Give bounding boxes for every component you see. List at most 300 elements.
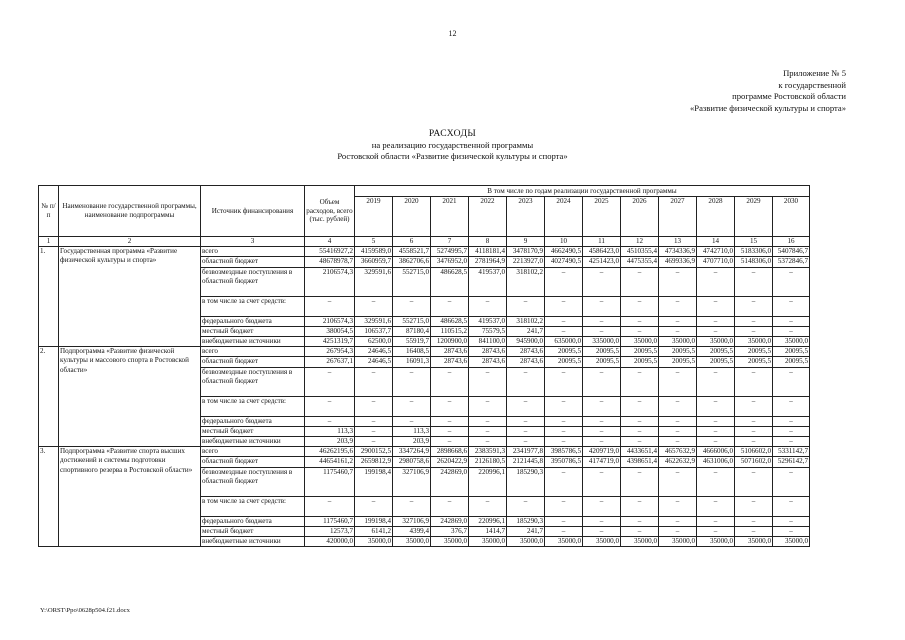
header-year: 2020	[393, 197, 431, 237]
header-year: 2019	[355, 197, 393, 237]
funding-source: безвозмездные поступления в областной бюджет	[201, 267, 305, 296]
year-value: 20095,5	[545, 347, 583, 357]
year-value: –	[469, 437, 507, 447]
year-value: –	[469, 367, 507, 396]
year-value: 2341977,8	[507, 447, 545, 457]
year-value: –	[545, 367, 583, 396]
year-value: 35000,0	[621, 537, 659, 547]
year-value: 376,7	[431, 526, 469, 536]
appendix-line: «Развитие физической культуры и спорта»	[690, 102, 846, 113]
document-subtitle: на реализацию государственной программы	[371, 139, 534, 150]
year-value: –	[355, 367, 393, 396]
year-value: 841100,0	[469, 337, 507, 347]
year-value: –	[469, 496, 507, 516]
header-year: 2030	[773, 197, 810, 237]
expenses-table	[38, 185, 810, 547]
year-value: –	[621, 526, 659, 536]
year-value: –	[697, 467, 735, 496]
year-value: –	[773, 496, 810, 516]
year-value: 2898668,6	[431, 447, 469, 457]
year-value: –	[659, 496, 697, 516]
year-value: –	[545, 416, 583, 426]
year-value: 35000,0	[507, 537, 545, 547]
year-value: 2126180,5	[469, 457, 507, 467]
year-value: 2121445,8	[507, 457, 545, 467]
total-value: 267637,1	[305, 357, 355, 367]
year-value: –	[659, 296, 697, 316]
year-value: –	[469, 396, 507, 416]
year-value: –	[735, 326, 773, 336]
year-value: 4475355,4	[621, 257, 659, 267]
header-year: 2021	[431, 197, 469, 237]
table-row	[39, 347, 810, 357]
header-year: 2025	[583, 197, 621, 237]
appendix-line: к государственной	[778, 79, 846, 90]
year-value: –	[697, 296, 735, 316]
year-value: –	[583, 416, 621, 426]
year-value: –	[773, 426, 810, 436]
total-value: 2106574,3	[305, 267, 355, 296]
total-value: 420000,0	[305, 537, 355, 547]
year-value: –	[697, 496, 735, 516]
year-value: –	[621, 367, 659, 396]
appendix-header	[600, 68, 846, 114]
funding-source: всего	[201, 247, 305, 257]
year-value: 4699336,9	[659, 257, 697, 267]
year-value: 2213927,0	[507, 257, 545, 267]
year-value: –	[735, 367, 773, 396]
year-value: –	[355, 426, 393, 436]
year-value: 419537,0	[469, 267, 507, 296]
total-value: –	[305, 396, 355, 416]
total-value: 1175460,7	[305, 516, 355, 526]
year-value: –	[697, 267, 735, 296]
column-number: 9	[507, 237, 545, 247]
year-value: 35000,0	[773, 337, 810, 347]
year-value: –	[545, 526, 583, 536]
year-value: –	[659, 426, 697, 436]
funding-source: безвозмездные поступления в областной бюджет	[201, 367, 305, 396]
total-value: 12573,7	[305, 526, 355, 536]
document-heading	[0, 128, 905, 163]
column-number: 6	[393, 237, 431, 247]
year-value: –	[583, 267, 621, 296]
year-value: –	[469, 296, 507, 316]
year-value: –	[545, 396, 583, 416]
year-value: 1200900,0	[431, 337, 469, 347]
year-value: 35000,0	[735, 337, 773, 347]
column-number: 7	[431, 237, 469, 247]
column-number: 12	[621, 237, 659, 247]
year-value: –	[697, 396, 735, 416]
column-number: 4	[305, 237, 355, 247]
year-value: –	[355, 437, 393, 447]
total-value: –	[305, 496, 355, 516]
funding-source: внебюджетные источники	[201, 537, 305, 547]
year-value: –	[773, 467, 810, 496]
year-value: 35000,0	[735, 537, 773, 547]
funding-source: федерального бюджета	[201, 516, 305, 526]
total-value: –	[305, 367, 355, 396]
year-value: 20095,5	[659, 347, 697, 357]
expenses-table-wrapper	[38, 185, 810, 547]
total-value: 267954,3	[305, 347, 355, 357]
header-year: 2028	[697, 197, 735, 237]
year-value: 4586423,0	[583, 247, 621, 257]
document-title: РАСХОДЫ	[428, 128, 477, 139]
year-value: 486628,5	[431, 267, 469, 296]
year-value: –	[583, 437, 621, 447]
year-value: 4209719,0	[583, 447, 621, 457]
year-value: –	[773, 437, 810, 447]
year-value: 20095,5	[735, 357, 773, 367]
year-value: 3347264,9	[393, 447, 431, 457]
year-value: 55919,7	[393, 337, 431, 347]
year-value: 635000,0	[545, 337, 583, 347]
year-value: –	[355, 396, 393, 416]
year-value: –	[507, 437, 545, 447]
year-value: –	[431, 496, 469, 516]
column-number: 11	[583, 237, 621, 247]
total-value: 380054,5	[305, 326, 355, 336]
year-value: 4558521,7	[393, 247, 431, 257]
year-value: 20095,5	[583, 357, 621, 367]
year-value: 4399,4	[393, 526, 431, 536]
funding-source: федерального бюджета	[201, 416, 305, 426]
header-year: 2024	[545, 197, 583, 237]
year-value: 5274995,7	[431, 247, 469, 257]
year-value: 4159589,0	[355, 247, 393, 257]
year-value: –	[545, 326, 583, 336]
funding-source: в том числе за счет средств:	[201, 396, 305, 416]
year-value: –	[545, 267, 583, 296]
funding-source: безвозмездные поступления в областной бюджет	[201, 467, 305, 496]
year-value: –	[697, 326, 735, 336]
table-row	[39, 447, 810, 457]
year-value: –	[735, 516, 773, 526]
year-value: –	[659, 316, 697, 326]
funding-source: областной бюджет	[201, 457, 305, 467]
year-value: –	[621, 396, 659, 416]
section-number: 1.	[39, 247, 59, 347]
year-value: 35000,0	[659, 337, 697, 347]
year-value: –	[621, 416, 659, 426]
year-value: 4622632,9	[659, 457, 697, 467]
year-value: 3950786,5	[545, 457, 583, 467]
year-value: 4510355,4	[621, 247, 659, 257]
year-value: 35000,0	[431, 537, 469, 547]
funding-source: местный бюджет	[201, 426, 305, 436]
year-value: 35000,0	[621, 337, 659, 347]
year-value: 5071602,0	[735, 457, 773, 467]
year-value: –	[621, 426, 659, 436]
year-value: –	[659, 396, 697, 416]
year-value: –	[621, 516, 659, 526]
year-value: 329591,6	[355, 267, 393, 296]
year-value: 35000,0	[583, 537, 621, 547]
year-value: 35000,0	[697, 337, 735, 347]
year-value: –	[697, 416, 735, 426]
year-value: 4027490,5	[545, 257, 583, 267]
funding-source: всего	[201, 347, 305, 357]
year-value: 4174719,0	[583, 457, 621, 467]
year-value: 199198,4	[355, 467, 393, 496]
year-value: 241,7	[507, 526, 545, 536]
total-value: 4251319,7	[305, 337, 355, 347]
year-value: 3476952,0	[431, 257, 469, 267]
header-name: Наименование государственной программы, наименование подпрограммы	[59, 186, 201, 237]
year-value: –	[583, 516, 621, 526]
column-number: 16	[773, 237, 810, 247]
year-value: –	[393, 296, 431, 316]
funding-source: областной бюджет	[201, 257, 305, 267]
year-value: 2980758,6	[393, 457, 431, 467]
year-value: –	[697, 367, 735, 396]
header-year: 2027	[659, 197, 697, 237]
funding-source: местный бюджет	[201, 526, 305, 536]
year-value: –	[507, 396, 545, 416]
year-value: 335000,0	[583, 337, 621, 347]
year-value: 16408,5	[393, 347, 431, 357]
year-value: –	[507, 416, 545, 426]
year-value: 62500,0	[355, 337, 393, 347]
year-value: –	[697, 316, 735, 326]
year-value: –	[469, 426, 507, 436]
year-value: –	[431, 426, 469, 436]
year-value: 4734336,9	[659, 247, 697, 257]
year-value: –	[659, 267, 697, 296]
column-number: 3	[201, 237, 305, 247]
year-value: 20095,5	[773, 347, 810, 357]
year-value: 4657632,9	[659, 447, 697, 457]
funding-source: в том числе за счет средств:	[201, 496, 305, 516]
year-value: 28743,6	[469, 347, 507, 357]
year-value: 185290,3	[507, 467, 545, 496]
year-value: 329591,6	[355, 316, 393, 326]
funding-source: в том числе за счет средств:	[201, 296, 305, 316]
total-value: 2106574,3	[305, 316, 355, 326]
year-value: 5148306,0	[735, 257, 773, 267]
year-value: 24646,5	[355, 357, 393, 367]
year-value: 3478170,9	[507, 247, 545, 257]
year-value: 185290,3	[507, 516, 545, 526]
year-value: 4398651,4	[621, 457, 659, 467]
year-value: –	[507, 496, 545, 516]
year-value: 20095,5	[697, 357, 735, 367]
year-value: 20095,5	[583, 347, 621, 357]
year-value: 20095,5	[659, 357, 697, 367]
year-value: –	[773, 316, 810, 326]
total-value: 113,3	[305, 426, 355, 436]
year-value: –	[659, 526, 697, 536]
section-name: Подпрограмма «Развитие спорта высших достижений и системы подготовки спортивного резерва в Ростовской области»	[59, 447, 201, 547]
year-value: –	[431, 396, 469, 416]
year-value: 318102,2	[507, 267, 545, 296]
year-value: 4433651,4	[621, 447, 659, 457]
year-value: –	[735, 316, 773, 326]
year-value: 28743,6	[507, 357, 545, 367]
year-value: 486628,5	[431, 316, 469, 326]
year-value: –	[621, 496, 659, 516]
funding-source: местный бюджет	[201, 326, 305, 336]
year-value: 35000,0	[659, 537, 697, 547]
year-value: 4742710,0	[697, 247, 735, 257]
year-value: –	[659, 437, 697, 447]
total-value: –	[305, 296, 355, 316]
year-value: –	[773, 367, 810, 396]
year-value: –	[545, 437, 583, 447]
year-value: –	[431, 367, 469, 396]
year-value: 4118181,4	[469, 247, 507, 257]
year-value: –	[659, 367, 697, 396]
year-value: –	[659, 416, 697, 426]
year-value: –	[697, 526, 735, 536]
year-value: 2781964,9	[469, 257, 507, 267]
year-value: –	[773, 416, 810, 426]
year-value: 35000,0	[545, 537, 583, 547]
year-value: –	[583, 316, 621, 326]
column-number: 14	[697, 237, 735, 247]
year-value: –	[773, 396, 810, 416]
year-value: 5183306,0	[735, 247, 773, 257]
header-year: 2023	[507, 197, 545, 237]
year-value: 5331142,7	[773, 447, 810, 457]
year-value: 113,3	[393, 426, 431, 436]
year-value: –	[773, 296, 810, 316]
total-value: 55416927,2	[305, 247, 355, 257]
total-value: 48678978,7	[305, 257, 355, 267]
year-value: 16091,3	[393, 357, 431, 367]
total-value: 44654161,2	[305, 457, 355, 467]
year-value: 28743,6	[507, 347, 545, 357]
year-value: –	[735, 426, 773, 436]
year-value: 3862706,6	[393, 257, 431, 267]
year-value: –	[393, 496, 431, 516]
year-value: –	[393, 396, 431, 416]
year-value: 241,7	[507, 326, 545, 336]
year-value: –	[583, 296, 621, 316]
year-value: 20095,5	[773, 357, 810, 367]
year-value: –	[621, 267, 659, 296]
column-number: 10	[545, 237, 583, 247]
year-value: –	[697, 516, 735, 526]
table-row	[39, 247, 810, 257]
section-number: 3.	[39, 447, 59, 547]
year-value: 4631006,0	[697, 457, 735, 467]
year-value: 419537,0	[469, 316, 507, 326]
year-value: 28743,6	[469, 357, 507, 367]
year-value: 4662490,5	[545, 247, 583, 257]
year-value: –	[583, 367, 621, 396]
year-value: –	[545, 426, 583, 436]
header-source: Источник финансирования	[201, 186, 305, 237]
year-value: –	[735, 267, 773, 296]
year-value: 35000,0	[469, 537, 507, 547]
year-value: 327106,9	[393, 467, 431, 496]
year-value: –	[393, 416, 431, 426]
year-value: 5296142,7	[773, 457, 810, 467]
year-value: 3985786,5	[545, 447, 583, 457]
year-value: –	[583, 496, 621, 516]
year-value: 35000,0	[355, 537, 393, 547]
year-value: –	[735, 437, 773, 447]
year-value: 220996,1	[469, 516, 507, 526]
column-number-row	[39, 237, 810, 247]
year-value: –	[735, 467, 773, 496]
year-value: 20095,5	[621, 347, 659, 357]
year-value: –	[583, 426, 621, 436]
year-value: –	[583, 526, 621, 536]
year-value: 1414,7	[469, 526, 507, 536]
section-name: Подпрограмма «Развитие физической культуры и массового спорта в Ростовской области»	[59, 347, 201, 447]
appendix-line: Приложение № 5	[783, 68, 846, 78]
year-value: –	[393, 367, 431, 396]
year-value: 28743,6	[431, 357, 469, 367]
total-value: –	[305, 416, 355, 426]
year-value: –	[621, 326, 659, 336]
year-value: 75579,5	[469, 326, 507, 336]
year-value: –	[507, 426, 545, 436]
year-value: –	[355, 296, 393, 316]
year-value: 20095,5	[621, 357, 659, 367]
year-value: 87180,4	[393, 326, 431, 336]
year-value: –	[735, 396, 773, 416]
year-value: –	[469, 416, 507, 426]
year-value: 5407846,7	[773, 247, 810, 257]
funding-source: внебюджетные источники	[201, 337, 305, 347]
year-value: –	[431, 437, 469, 447]
year-value: –	[659, 516, 697, 526]
year-value: –	[583, 326, 621, 336]
year-value: –	[735, 296, 773, 316]
year-value: –	[735, 496, 773, 516]
year-value: 242869,0	[431, 467, 469, 496]
year-value: –	[659, 326, 697, 336]
year-value: 199198,4	[355, 516, 393, 526]
funding-source: областной бюджет	[201, 357, 305, 367]
year-value: –	[697, 426, 735, 436]
year-value: –	[431, 416, 469, 426]
year-value: –	[545, 296, 583, 316]
header-volume: Объем расходов, всего (тыс. рублей)	[305, 186, 355, 237]
file-path-footer: Y:\ORST\Ppo\0628p504.f21.docx	[40, 607, 130, 614]
header-year: 2026	[621, 197, 659, 237]
appendix-line: программе Ростовской области	[732, 91, 846, 101]
total-value: 46262195,6	[305, 447, 355, 457]
year-value: 28743,6	[431, 347, 469, 357]
table-header-row	[39, 186, 810, 197]
year-value: 945900,0	[507, 337, 545, 347]
year-value: 110515,2	[431, 326, 469, 336]
year-value: 20095,5	[545, 357, 583, 367]
year-value: –	[507, 367, 545, 396]
year-value: –	[773, 326, 810, 336]
total-value: 1175460,7	[305, 467, 355, 496]
year-value: 327106,9	[393, 516, 431, 526]
year-value: –	[545, 516, 583, 526]
year-value: 20095,5	[735, 347, 773, 357]
year-value: –	[773, 526, 810, 536]
year-value: 20095,5	[697, 347, 735, 357]
year-value: 106537,7	[355, 326, 393, 336]
section-name: Государственная программа «Развитие физической культуры и спорта»	[59, 247, 201, 347]
year-value: 3660959,7	[355, 257, 393, 267]
year-value: –	[545, 467, 583, 496]
funding-source: всего	[201, 447, 305, 457]
column-number: 1	[39, 237, 59, 247]
year-value: 4251423,0	[583, 257, 621, 267]
section-number: 2.	[39, 347, 59, 447]
